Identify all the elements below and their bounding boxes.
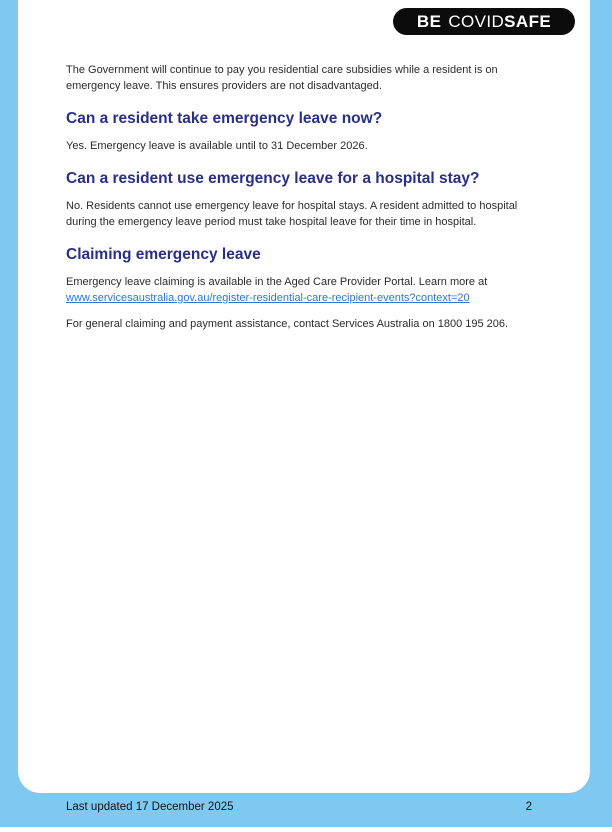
page-footer xyxy=(66,801,532,813)
last-updated-text: Last updated 17 December 2025 xyxy=(66,801,234,813)
content-card xyxy=(18,0,590,793)
page-number: 2 xyxy=(525,801,532,813)
section-body-claiming xyxy=(66,274,542,306)
section-body-hospital-stay: No. Residents cannot use emergency leave for hospital stays. A resident admitted to hospital during the emergency leave period must take hospital leave for their time in hospital. xyxy=(66,200,518,228)
section-heading-claiming: Claiming emergency leave xyxy=(66,246,261,263)
logo-text-safe: SAFE xyxy=(504,11,552,31)
section-heading-emergency-leave-now: Can a resident take emergency leave now? xyxy=(66,110,383,127)
claiming-text-before-link: Emergency leave claiming is available in the Aged Care Provider Portal. Learn more at xyxy=(66,276,488,288)
logo-text-be: BE xyxy=(416,11,442,31)
services-australia-link[interactable]: www.servicesaustralia.gov.au/register-residential-care-recipient-events?context=20 xyxy=(66,292,470,304)
intro-paragraph: The Government will continue to pay you residential care subsidies while a resident is on emergency leave. This ensures providers are not disadvantaged. xyxy=(66,64,498,92)
document-body xyxy=(66,0,542,342)
section-body-emergency-leave-now: Yes. Emergency leave is available until to 31 December 2026. xyxy=(66,140,368,152)
logo-text-covid: COVID xyxy=(448,11,505,31)
section-heading-hospital-stay: Can a resident use emergency leave for a hospital stay? xyxy=(66,170,480,187)
section-body-claiming-contact: For general claiming and payment assistance, contact Services Australia on 1800 195 206. xyxy=(66,318,509,330)
